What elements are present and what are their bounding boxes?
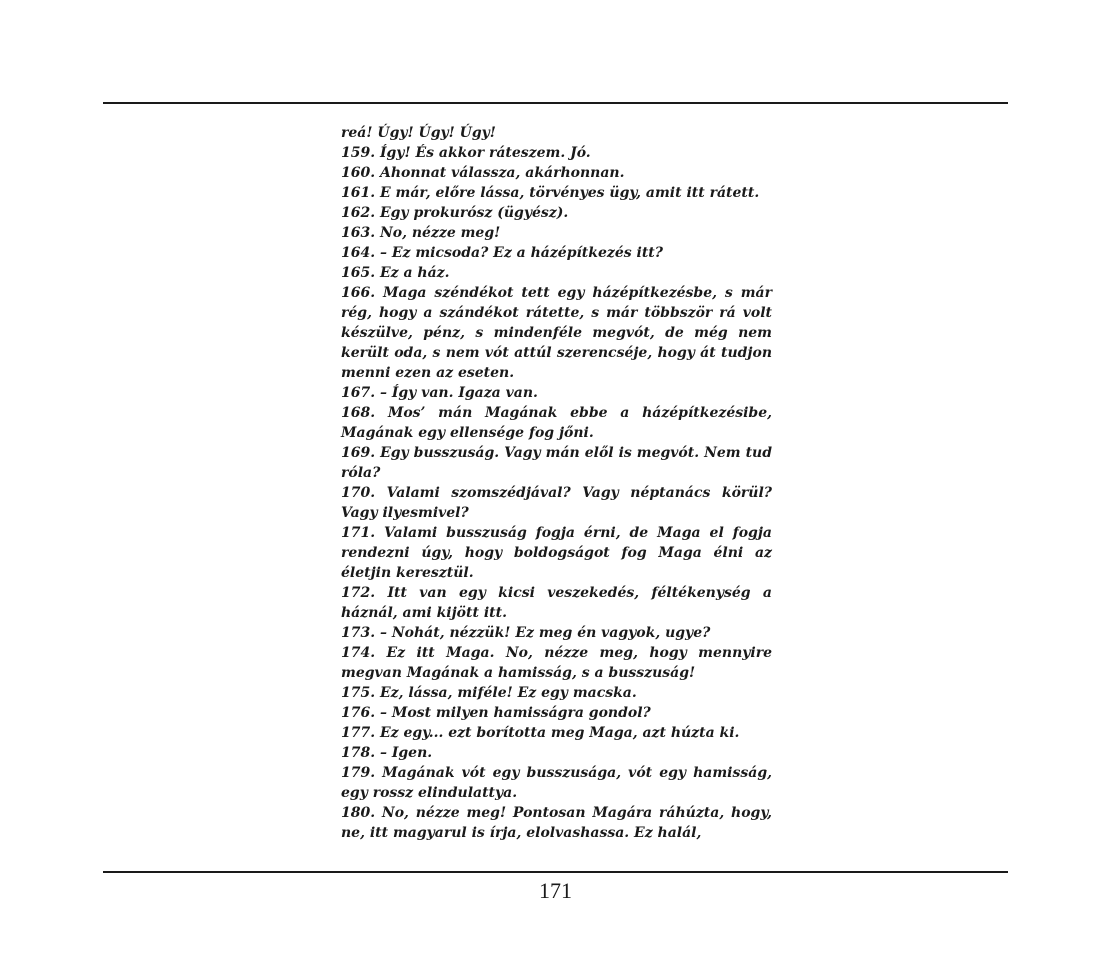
paragraph: 180. No, nézze meg! Pontosan Magára ráhúzta, hogy, ne, itt magyarul is írja, elolvashassa. Ez halál, <box>341 805 772 841</box>
paragraph: 162. Egy prokurósz (ügyész). <box>341 205 569 221</box>
paragraph: 160. Ahonnat válassza, akárhonnan. <box>341 165 625 181</box>
paragraph: 164. – Ez micsoda? Ez a házépítkezés itt? <box>341 245 663 261</box>
paragraph: 179. Magának vót egy busszusága, vót egy hamisság, egy rossz elindulattya. <box>341 765 772 801</box>
paragraph: 169. Egy busszuság. Vagy mán elől is megvót. Nem tud róla? <box>341 445 772 481</box>
paragraph: 165. Ez a ház. <box>341 265 450 281</box>
paragraph: 166. Maga széndékot tett egy házépítkezésbe, s már rég, hogy a szándékot rátette, s már többször rá volt készülve, pénz, s mindenféle megvót, de még nem került oda, s nem vót attúl szerencséje, hogy át tudjon menni ezen az eseten. <box>341 285 772 381</box>
header-rule <box>103 102 1008 104</box>
paragraph: 175. Ez, lássa, miféle! Ez egy macska. <box>341 685 637 701</box>
paragraph: 172. Itt van egy kicsi veszekedés, féltékenység a háznál, ami kijött itt. <box>341 585 772 621</box>
paragraph: reá! Úgy! Úgy! Úgy! <box>341 125 496 141</box>
paragraph: 171. Valami busszuság fogja érni, de Maga el fogja rendezni úgy, hogy boldogságot fog Maga élni az életjin keresztül. <box>341 525 772 581</box>
transcript-text <box>341 123 772 843</box>
paragraph: 161. E már, előre lássa, törvényes ügy, amit itt rátett. <box>341 185 760 201</box>
paragraph: 177. Ez egy... ezt borította meg Maga, azt húzta ki. <box>341 725 740 741</box>
paragraph: 159. Így! És akkor ráteszem. Jó. <box>341 145 591 161</box>
page-number: 171 <box>539 878 572 903</box>
paragraph: 176. – Most milyen hamisságra gondol? <box>341 705 651 721</box>
paragraph: 167. – Így van. Igaza van. <box>341 385 538 401</box>
footer-rule <box>103 871 1008 873</box>
paragraph: 168. Mos’ mán Magának ebbe a házépítkezésibe, Magának egy ellensége fog jőni. <box>341 405 772 441</box>
paragraph: 170. Valami szomszédjával? Vagy néptanács körül? Vagy ilyesmivel? <box>341 485 772 521</box>
paragraph: 174. Ez itt Maga. No, nézze meg, hogy mennyire megvan Magának a hamisság, s a busszuság! <box>341 645 772 681</box>
paragraph: 178. – Igen. <box>341 745 433 761</box>
paragraph: 163. No, nézze meg! <box>341 225 501 241</box>
paragraph: 173. – Nohát, nézzük! Ez meg én vagyok, ugye? <box>341 625 711 641</box>
